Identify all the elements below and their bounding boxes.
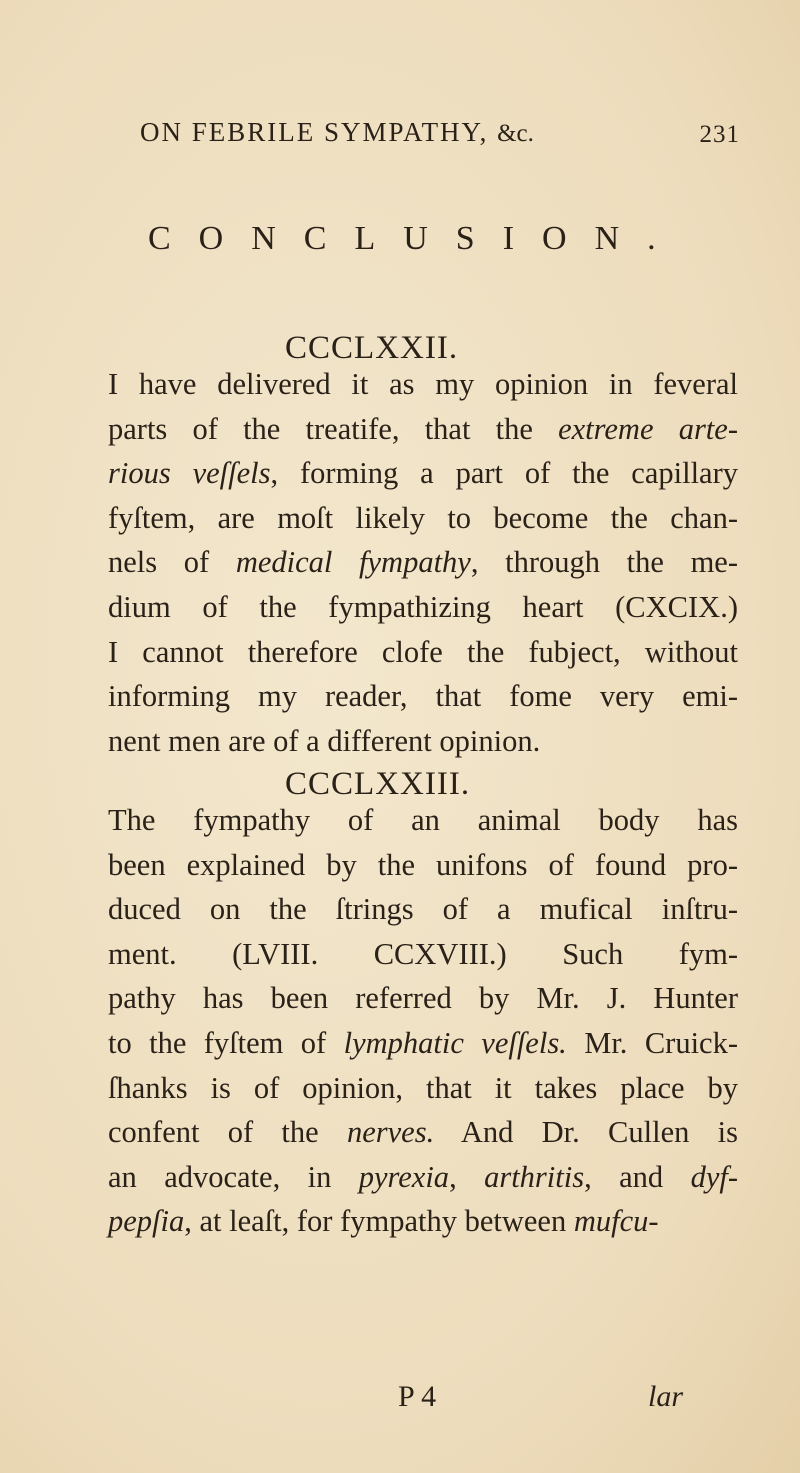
text-line: been explained by the unifons of found pro-: [108, 847, 738, 882]
text-line: nent men are of a different opinion.: [108, 723, 541, 758]
text-line: an advocate, in pyrexia, arthritis, and dyf-: [108, 1159, 739, 1194]
text-line: ſhanks is of opinion, that it takes place by: [108, 1070, 738, 1105]
text-line: fyſtem, are moſt likely to become the chan-: [108, 500, 738, 535]
running-head-etc: &c.: [497, 120, 534, 147]
page-footer: [108, 1380, 738, 1424]
text-line: parts of the treatife, that the extreme arte-: [108, 411, 738, 446]
paragraph-2: [108, 798, 738, 1244]
page-number: 231: [699, 121, 740, 148]
text-line: duced on the ſtrings of a mufical inſtru-: [108, 892, 738, 927]
italic-text: nerves.: [346, 1115, 435, 1150]
italic-text: pepſia: [108, 1204, 185, 1239]
text-line: I cannot therefore clofe the fubject, without: [108, 634, 738, 669]
italic-text: pyrexia: [358, 1159, 450, 1194]
signature-mark: P 4: [398, 1380, 437, 1413]
text-line: ment. (LVIII. CCXVIII.) Such fym-: [108, 936, 738, 971]
italic-text: dyf-: [690, 1159, 739, 1194]
italic-text: medical fympathy: [235, 545, 471, 580]
text-line: confent of the nerves. And Dr. Cullen is: [108, 1115, 739, 1150]
text-line: nels of medical fympathy, through the me-: [108, 545, 738, 580]
catchword: lar: [648, 1380, 684, 1413]
italic-text: lymphatic veſſels.: [343, 1025, 567, 1060]
text-line: to the fyſtem of lymphatic veſſels. Mr. Cruick-: [108, 1025, 738, 1060]
text-line: I have delivered it as my opinion in feveral: [108, 367, 738, 401]
text-line: pathy has been referred by Mr. J. Hunter: [108, 981, 738, 1016]
text-line: rious veſſels, forming a part of the capillary: [108, 456, 738, 491]
text-line: dium of the fympathizing heart (CXCIX.): [108, 589, 738, 624]
italic-text: rious veſſels: [108, 456, 271, 491]
running-head-title: ON FEBRILE SYMPATHY,: [140, 117, 489, 147]
text-line: pepſia, at leaſt, for fympathy between mufcu-: [108, 1204, 659, 1239]
text-line: informing my reader, that fome very emi-: [108, 679, 738, 714]
running-head: [140, 117, 740, 148]
text-line: The fympathy of an animal body has: [108, 803, 738, 837]
section-number-2: CCCLXXIII.: [285, 766, 471, 802]
section-number-1: CCCLXXII.: [285, 330, 459, 366]
italic-text: arthritis: [484, 1159, 585, 1194]
italic-text: mufcu-: [573, 1204, 659, 1239]
italic-text: extreme arte-: [558, 411, 738, 446]
chapter-title: CONCLUSION.: [148, 220, 684, 257]
paragraph-1: [108, 362, 738, 763]
